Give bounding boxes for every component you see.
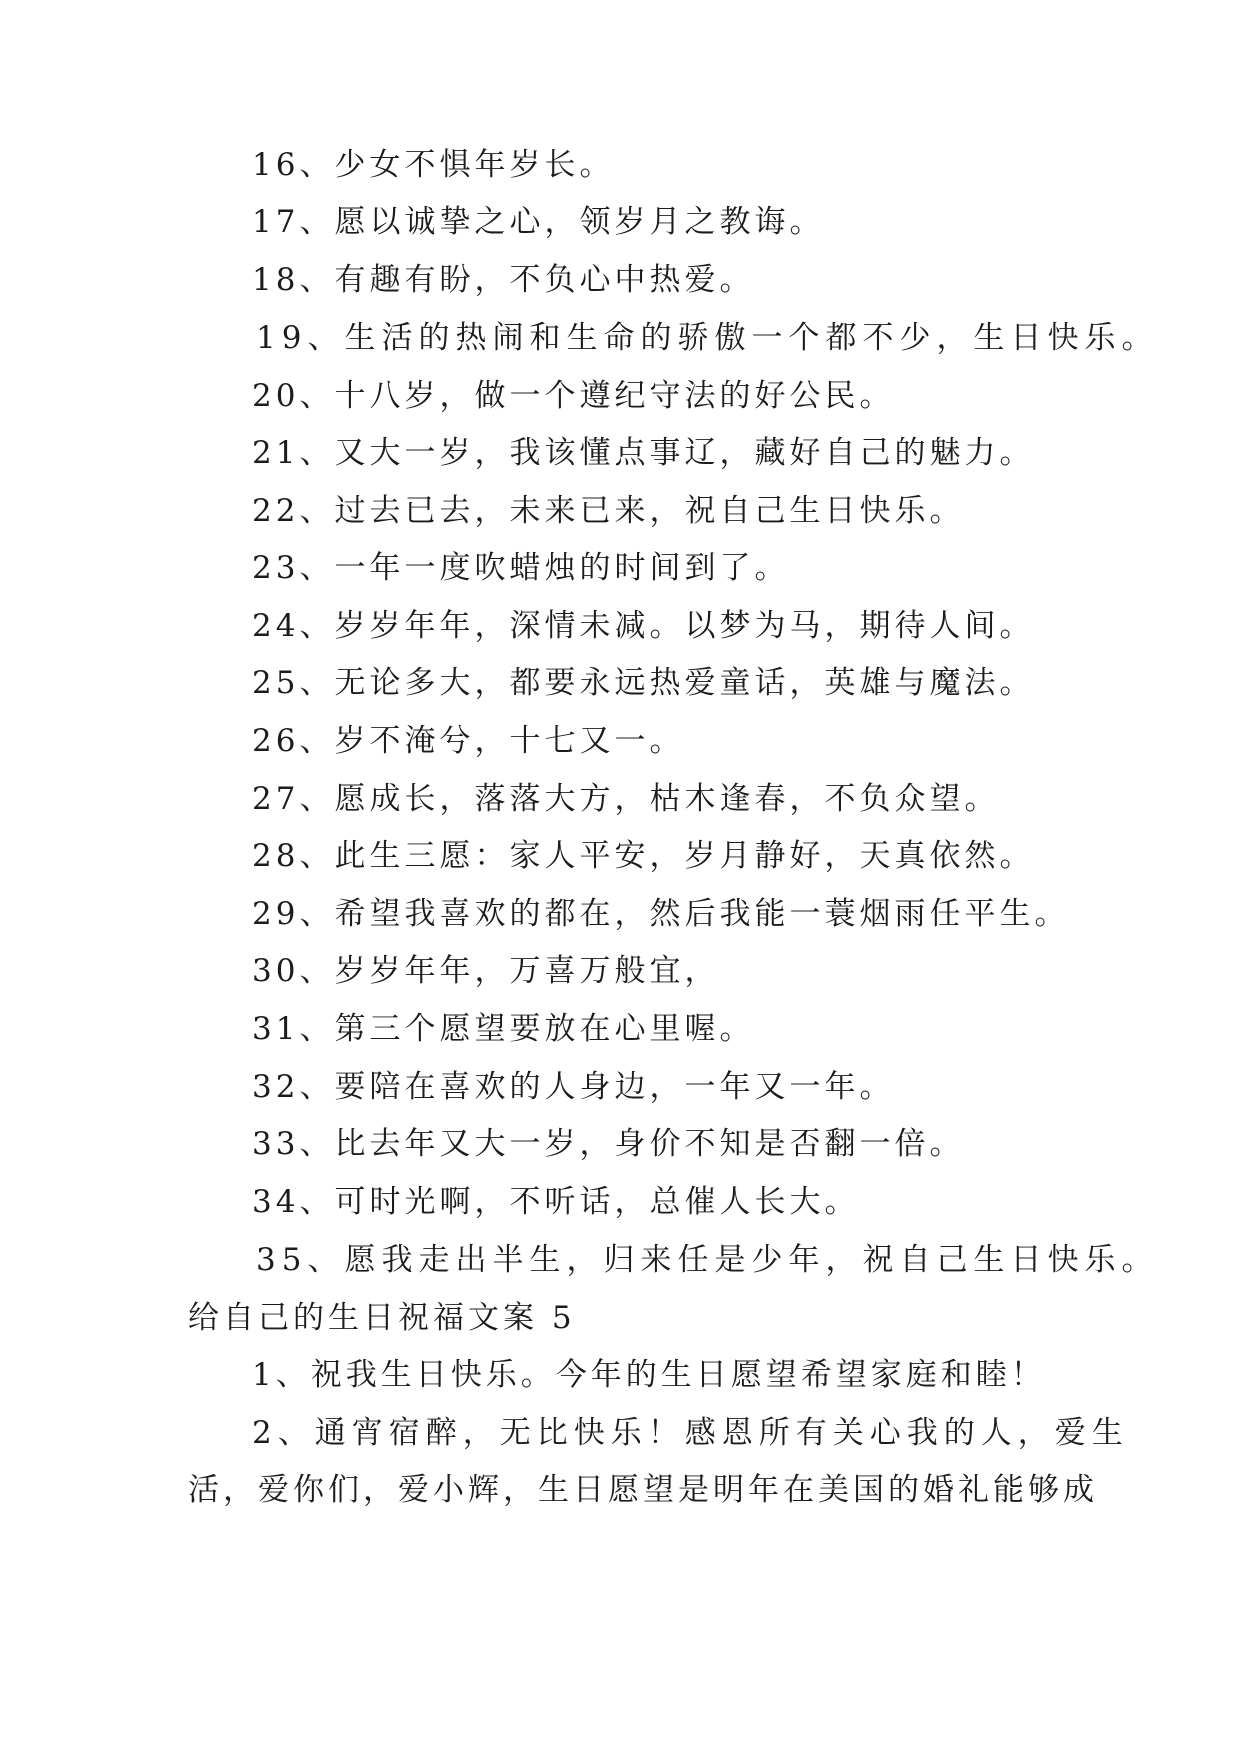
list-item: 22、过去已去，未来已来，祝自己生日快乐。 <box>252 493 965 529</box>
list-item: 23、一年一度吹蜡烛的时间到了。 <box>252 550 790 586</box>
list-item: 26、岁不淹兮，十七又一。 <box>252 723 685 759</box>
list-item: 18、有趣有盼，不负心中热爱。 <box>252 262 755 298</box>
list-item: 25、无论多大，都要永远热爱童话，英雄与魔法。 <box>252 665 1035 701</box>
list-item: 33、比去年又大一岁，身价不知是否翻一倍。 <box>252 1126 965 1162</box>
list-item: 29、希望我喜欢的都在，然后我能一蓑烟雨任平生。 <box>252 896 1070 932</box>
list-item: 32、要陪在喜欢的人身边，一年又一年。 <box>252 1069 895 1105</box>
list-item: 35、愿我走出半生，归来任是少年，祝自己生日快乐。 <box>256 1242 1159 1278</box>
list-item: 27、愿成长，落落大方，枯木逢春，不负众望。 <box>252 781 1000 817</box>
paragraph-continuation: 活，爱你们，爱小辉，生日愿望是明年在美国的婚礼能够成 <box>188 1472 1098 1508</box>
list-item: 31、第三个愿望要放在心里喔。 <box>252 1011 755 1047</box>
list-item: 21、又大一岁，我该懂点事辽，藏好自己的魅力。 <box>252 435 1035 471</box>
list-item: 16、少女不惧年岁长。 <box>252 147 615 183</box>
list-item: 19、生活的热闹和生命的骄傲一个都不少，生日快乐。 <box>256 320 1159 356</box>
list-item: 2、通宵宿醉，无比快乐！感恩所有关心我的人，爱生 <box>252 1415 1129 1451</box>
list-item: 28、此生三愿：家人平安，岁月静好，天真依然。 <box>252 838 1035 874</box>
list-item: 1、祝我生日快乐。今年的生日愿望希望家庭和睦！ <box>252 1357 1046 1393</box>
list-item: 24、岁岁年年，深情未减。以梦为马，期待人间。 <box>252 608 1035 644</box>
section-heading: 给自己的生日祝福文案 5 <box>188 1300 576 1336</box>
list-item: 34、可时光啊，不听话，总催人长大。 <box>252 1184 860 1220</box>
list-item: 20、十八岁，做一个遵纪守法的好公民。 <box>252 378 895 414</box>
list-item: 17、愿以诚挚之心，领岁月之教诲。 <box>252 204 825 240</box>
list-item: 30、岁岁年年，万喜万般宜， <box>252 953 720 989</box>
